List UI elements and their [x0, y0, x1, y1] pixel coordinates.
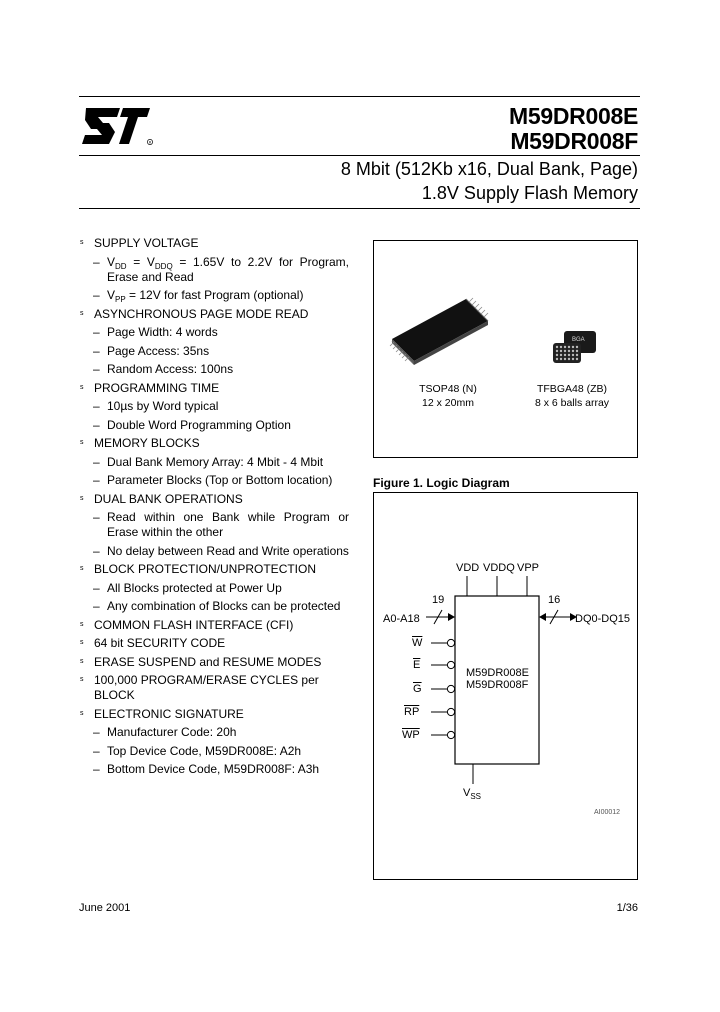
feature-text: DUAL BANK OPERATIONS [94, 491, 243, 506]
logic-diagram-box [373, 492, 638, 880]
tfbga48-name: TFBGA48 (ZB) [536, 383, 607, 395]
tsop48-name: TSOP48 (N) [419, 383, 477, 395]
feature-subitem [79, 744, 349, 759]
feature-item [79, 673, 349, 703]
footer-page-number: 1/36 [616, 902, 638, 914]
feature-text: ERASE SUSPEND and RESUME MODES [94, 654, 322, 669]
part-number-f: M59DR008F [510, 128, 638, 154]
vddq-subscript: DDQ [154, 261, 173, 271]
feature-item [79, 236, 349, 251]
vpp-text: = 12V for fast Program (optional) [125, 288, 304, 302]
dash-icon: – [93, 417, 100, 432]
feature-text: MEMORY BLOCKS [94, 436, 200, 450]
dash-icon: – [93, 325, 100, 339]
bullet-icon: s [80, 309, 84, 317]
bullet-icon: s [80, 565, 84, 572]
feature-subitem [79, 599, 349, 614]
vdd-symbol: V [107, 254, 116, 269]
pin-g-label: $\overline{G}$ [413, 683, 422, 695]
chip-label-f: M59DR008F [466, 679, 529, 691]
subtitle-line-2: 1.8V Supply Flash Memory [421, 183, 638, 203]
bullet-icon: s [80, 439, 84, 446]
dash-icon: – [93, 580, 100, 595]
bga-marking: BGA [572, 337, 585, 343]
feature-text: BLOCK PROTECTION/UNPROTECTION [94, 562, 317, 576]
vpp-symbol: V [107, 288, 116, 302]
feature-subtext: Dual Bank Memory Array: 4 Mbit - 4 Mbit [107, 454, 324, 469]
header-top-rule [79, 96, 640, 97]
feature-item [79, 636, 349, 651]
feature-subitem [79, 255, 349, 285]
vddq-symbol: = V [126, 254, 155, 269]
vss-subscript: SS [470, 792, 482, 801]
feature-subitem [79, 344, 349, 359]
pin-rp-label: $\overline{RP}$ [404, 706, 420, 718]
chip-label-e: M59DR008E [466, 667, 529, 679]
feature-subtext: No delay between Read and Write operations [107, 543, 349, 558]
figure-reference: AI00012 [594, 809, 621, 816]
vss-symbol: V [463, 787, 471, 799]
feature-subitem [79, 510, 349, 540]
bullet-icon: s [80, 620, 84, 628]
feature-item [79, 436, 349, 451]
bullet-icon: s [80, 709, 84, 717]
header-bottom-rule [79, 208, 640, 209]
feature-item [79, 381, 349, 396]
feature-text: PROGRAMMING TIME [94, 380, 220, 395]
dash-icon: – [93, 510, 100, 524]
header-mid-rule [79, 155, 640, 156]
feature-subitem [79, 725, 349, 740]
bullet-icon: s [80, 383, 84, 391]
part-number-e: M59DR008E [509, 103, 638, 129]
feature-subitem [79, 288, 349, 303]
feature-text: COMMON FLASH INTERFACE (CFI) [94, 617, 294, 632]
bullet-icon: s [80, 239, 84, 246]
feature-text: 64 bit SECURITY CODE [94, 636, 226, 650]
feature-subitem [79, 418, 349, 433]
feature-subtext: Bottom Device Code, M59DR008F: A3h [107, 762, 320, 776]
address-bus-label: A0-A18 [383, 613, 420, 625]
dash-icon: – [93, 343, 100, 358]
dash-icon: – [93, 254, 100, 269]
feature-subtext: Double Word Programming Option [107, 417, 291, 432]
feature-subitem [79, 544, 349, 559]
tsop48-package-icon [384, 291, 496, 371]
feature-subtext: Read within one Bank while Program or Erase within the other [107, 510, 349, 539]
bullet-icon: s [80, 494, 84, 502]
bullet-icon: s [80, 639, 84, 646]
pin-wp-label: $\overline{WP}$ [402, 729, 420, 741]
pin-w-label: $\overline{W}$ [412, 637, 423, 649]
feature-subtext: Random Access: 100ns [107, 362, 234, 376]
dash-icon: – [93, 725, 100, 739]
feature-subtext: 10µs by Word typical [107, 399, 219, 413]
dash-icon: – [93, 399, 100, 413]
vdd-label: VDD [456, 562, 480, 574]
feature-subtext: Page Width: 4 words [107, 325, 218, 339]
tsop48-size: 12 x 20mm [422, 397, 474, 409]
data-bus-label: DQ0-DQ15 [575, 613, 631, 625]
st-logo-icon [80, 106, 154, 148]
dash-icon: – [93, 454, 100, 469]
feature-subtext: Any combination of Blocks can be protected [107, 599, 341, 613]
dash-icon: – [93, 543, 100, 558]
vdd-subscript: DD [115, 261, 127, 271]
tfbga48-size: 8 x 6 balls array [534, 397, 610, 409]
vddq-label: VDDQ [483, 562, 515, 574]
feature-subitem [79, 399, 349, 414]
figure-title: Figure 1. Logic Diagram [373, 476, 510, 490]
address-width-label: 19 [432, 594, 445, 606]
feature-item [79, 492, 349, 507]
bullet-icon: s [80, 657, 84, 665]
dash-icon: – [93, 743, 100, 758]
vpp-label: VPP [517, 562, 540, 574]
vss-label [463, 787, 481, 799]
vpp-subscript: PP [115, 295, 126, 304]
dash-icon: – [93, 473, 100, 487]
dash-icon: – [93, 288, 100, 302]
feature-text: 100,000 PROGRAM/ERASE CYCLES per BLOCK [94, 673, 319, 702]
feature-subitem [79, 473, 349, 488]
feature-item [79, 655, 349, 670]
feature-subtext: All Blocks protected at Power Up [107, 580, 282, 595]
feature-subitem [79, 325, 349, 340]
feature-subtext: Manufacturer Code: 20h [107, 725, 237, 739]
feature-item [79, 562, 349, 577]
dash-icon: – [93, 362, 100, 376]
footer-date: June 2001 [79, 902, 131, 914]
feature-subitem [79, 581, 349, 596]
subtitle-line-1: 8 Mbit (512Kb x16, Dual Bank, Page) [340, 159, 638, 179]
feature-item [79, 618, 349, 633]
feature-subtext: Page Access: 35ns [107, 343, 210, 358]
feature-text: SUPPLY VOLTAGE [94, 236, 199, 250]
data-width-label: 16 [548, 594, 561, 606]
feature-subtext: Parameter Blocks (Top or Bottom location) [107, 473, 333, 487]
svg-text:R: R [148, 140, 152, 145]
feature-item [79, 707, 349, 722]
tfbga48-package-icon [550, 329, 600, 369]
feature-text: ASYNCHRONOUS PAGE MODE READ [94, 306, 309, 321]
feature-subitem [79, 455, 349, 470]
dash-icon: – [93, 762, 100, 776]
vdd-range-text: = 1.65V to 2.2V for Program, Erase and Read [107, 254, 349, 284]
feature-text: ELECTRONIC SIGNATURE [94, 706, 244, 721]
package-box [373, 240, 638, 458]
feature-subitem [79, 762, 349, 777]
pin-e-label: $\overline{E}$ [413, 659, 421, 671]
dash-icon: – [93, 599, 100, 613]
bullet-icon: s [80, 676, 84, 683]
feature-list [79, 236, 349, 781]
feature-subitem [79, 362, 349, 377]
feature-item [79, 307, 349, 322]
feature-subtext: Top Device Code, M59DR008E: A2h [107, 743, 302, 758]
